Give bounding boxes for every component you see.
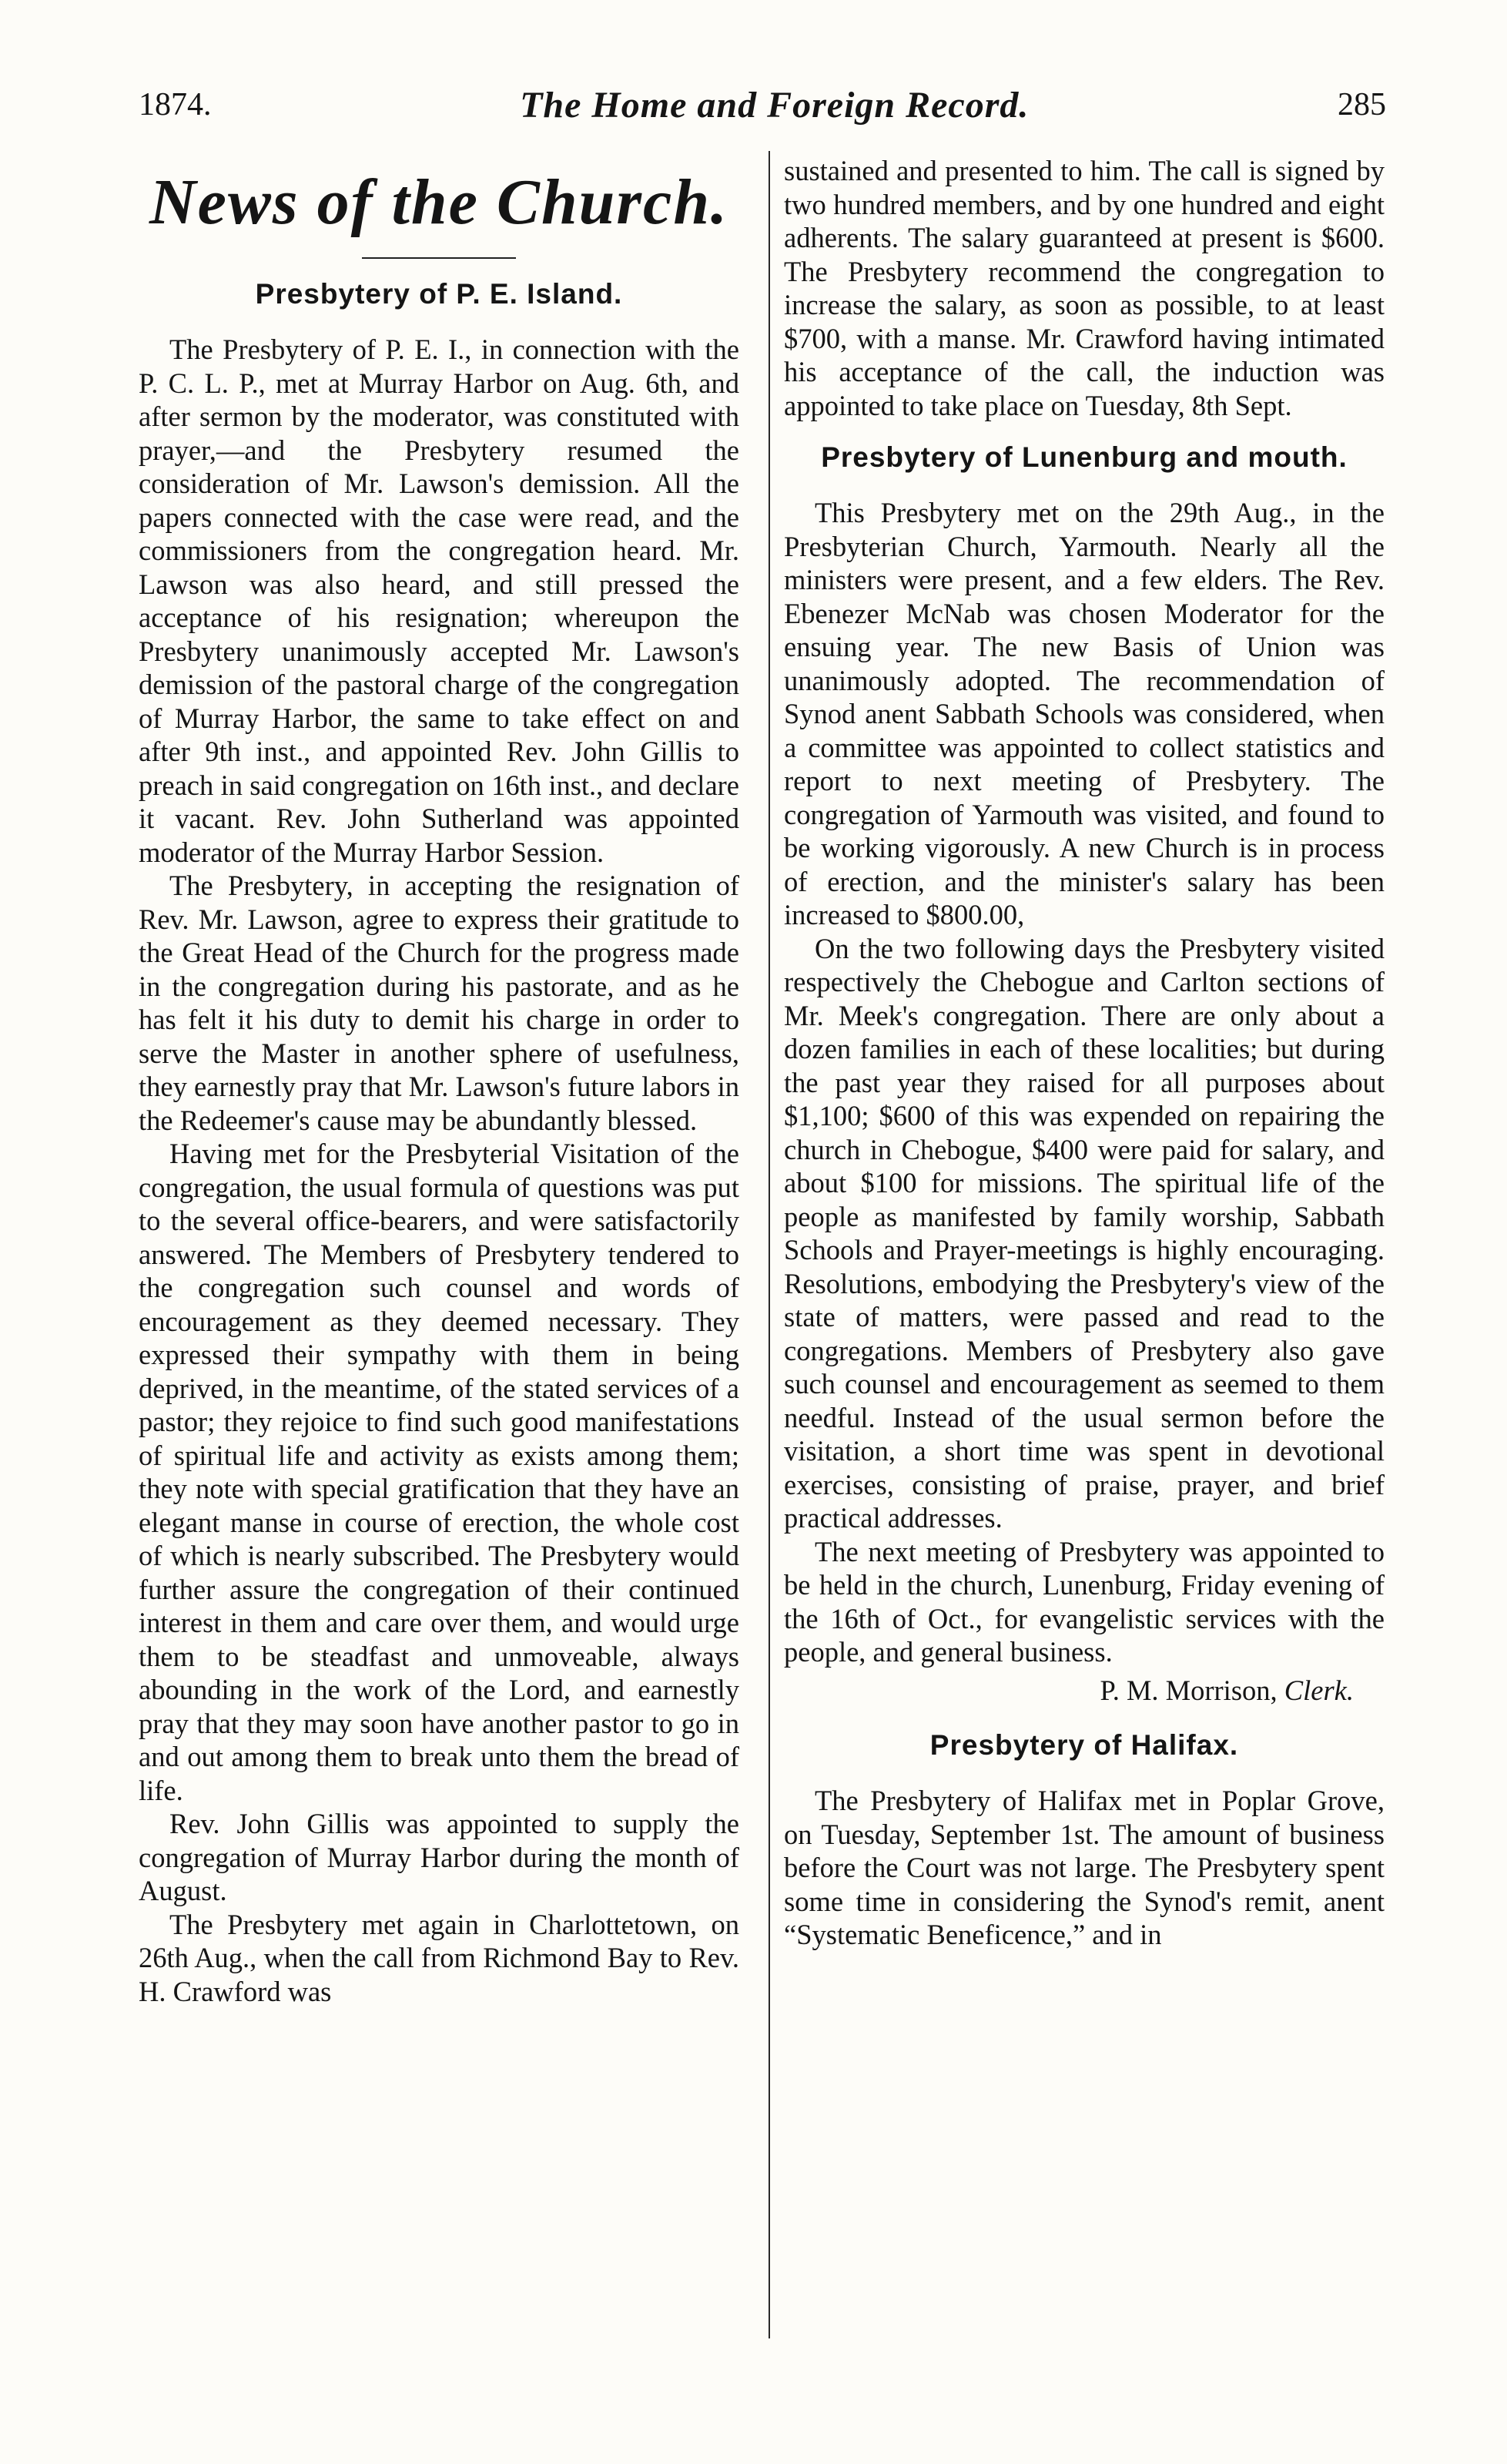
lunenburg-paragraph-2: On the two following days the Presbytery visited respectively the Chebogue and Carlton sections of Mr. Meek's congregation. There are only about a dozen families in each of these localities; but during the past year they raised for all purposes about $1,100; $600 of this was expended on repairing the church in Chebogue, $400 were paid for salary, and about $100 for missions. The spiritual life of the people as manifested by family worship, Sabbath Schools and Prayer-meetings is highly encouraging. Resolutions, embodying the Presbytery's view of the state of matters, were passed and read to the congregations. Members of Presbytery also gave such counsel and encouragement as seemed to them needful. Instead of the usual sermon before the visitation, a short time was spent in devotional exercises, consisting of praise, prayer, and brief practical addresses. — [784, 932, 1385, 1534]
column-divider — [769, 151, 770, 2338]
lunenburg-signature — [784, 1674, 1385, 1708]
masthead-rule — [362, 257, 516, 259]
section-heading-halifax: Presbytery of Halifax. — [929, 1729, 1239, 1761]
left-column — [139, 154, 739, 2008]
pei-paragraph-5: The Presbytery met again in Charlottetown, on 26th Aug., when the call from Richmond Bay to Rev. H. Crawford was — [139, 1908, 739, 2007]
right-column — [784, 154, 1385, 1952]
lunenburg-paragraph-1: This Presbytery met on the 29th Aug., in the Presbyterian Church, Yarmouth. Nearly all the ministers were present, and a few elders. The Rev. Ebenezer McNab was chosen Moderator for the ensuing year. The new Basis of Union was unanimously adopted. The recommendation of Synod anent Sabbath Schools was considered, when a committee was appointed to collect statistics and report to next meeting of Presbytery. The congregation of Yarmouth was visited, and found to be working vigorously. A new Church is in process of erection, and the minister's salary has been increased to $800.00, — [784, 497, 1385, 930]
running-header — [139, 74, 1386, 136]
pei-paragraph-3: Having met for the Presbyterial Visitation of the congregation, the usual formula of questions was put to the several office-bearers, and were satisfactorily answered. The Members of Presbytery tendered to the congregation such counsel and words of encouragement as they deemed necessary. They expressed their sympathy with them in being deprived, in the meantime, of the stated services of a pastor; they rejoice to find such good manifestations of spiritual life and activity as exists among them; they note with special gratification that they have an elegant manse in course of erection, the whole cost of which is nearly subscribed. The Presbytery would further assure the congregation of their continued interest in them and care over them, and would urge them to be steadfast and unmoveable, always abounding in the work of the Lord, and earnestly pray that they may soon have another pastor to go in and out among them to break unto them the bread of life. — [139, 1138, 739, 1806]
signature-role: Clerk. — [1284, 1674, 1354, 1706]
lunenburg-paragraph-3: The next meeting of Presbytery was appointed to be held in the church, Lunenburg, Friday evening of the 16th of Oct., for evangelistic services with the people, and general business. — [784, 1535, 1385, 1668]
header-year: 1874. — [139, 87, 212, 122]
page-number: 285 — [1337, 87, 1386, 122]
section-heading-pei: Presbytery of P. E. Island. — [255, 278, 623, 310]
journal-title: The Home and Foreign Record. — [520, 84, 1030, 126]
pei-paragraph-4: Rev. John Gillis was appointed to supply the congregation of Murray Harbor during the month of August. — [139, 1808, 739, 1906]
signature-name: P. M. Morrison, — [1100, 1674, 1278, 1706]
masthead: News of the Church. — [149, 166, 729, 238]
pei-paragraph-2: The Presbytery, in accepting the resignation of Rev. Mr. Lawson, agree to express their gratitude to the Great Head of the Church for the progress made in the congregation during his pastorate, and as he has felt it his duty to demit his charge in order to serve the Master in another sphere of usefulness, they earnestly pray that Mr. Lawson's future labors in the Redeemer's cause may be abundantly blessed. — [139, 870, 739, 1136]
section-heading-lunenburg: Presbytery of Lunenburg and mouth. — [821, 441, 1348, 473]
pei-continuation: sustained and presented to him. The call is signed by two hundred members, and by one hundred and eight adherents. The salary guaranteed at present is $600. The Presbytery recommend the congregation to increase the salary, as soon as possible, to at least $700, with a manse. Mr. Crawford having intimated his acceptance of the call, the induction was appointed to take place on Tuesday, 8th Sept. — [784, 155, 1385, 421]
halifax-paragraph-1: The Presbytery of Halifax met in Poplar Grove, on Tuesday, September 1st. The amount of business before the Court was not large. The Presbytery spent some time in considering the Synod's remit, anent “Systematic Beneficence,” and in — [784, 1785, 1385, 1950]
pei-paragraph-1: The Presbytery of P. E. I., in connection with the P. C. L. P., met at Murray Harbor on Aug. 6th, and after sermon by the moderator, was constituted with prayer,—and the Presbytery resumed the consideration of Mr. Lawson's demission. All the papers connected with the case were read, and the commissioners from the congregation heard. Mr. Lawson was also heard, and still pressed the acceptance of his resignation; whereupon the Presbytery unanimously accepted Mr. Lawson's demission of the pastoral charge of the congregation of Murray Harbor, the same to take effect on and after 9th inst., and appointed Rev. John Gillis to preach in said congregation on 16th inst., and declare it vacant. Rev. John Sutherland was appointed moderator of the Murray Harbor Session. — [139, 334, 739, 868]
